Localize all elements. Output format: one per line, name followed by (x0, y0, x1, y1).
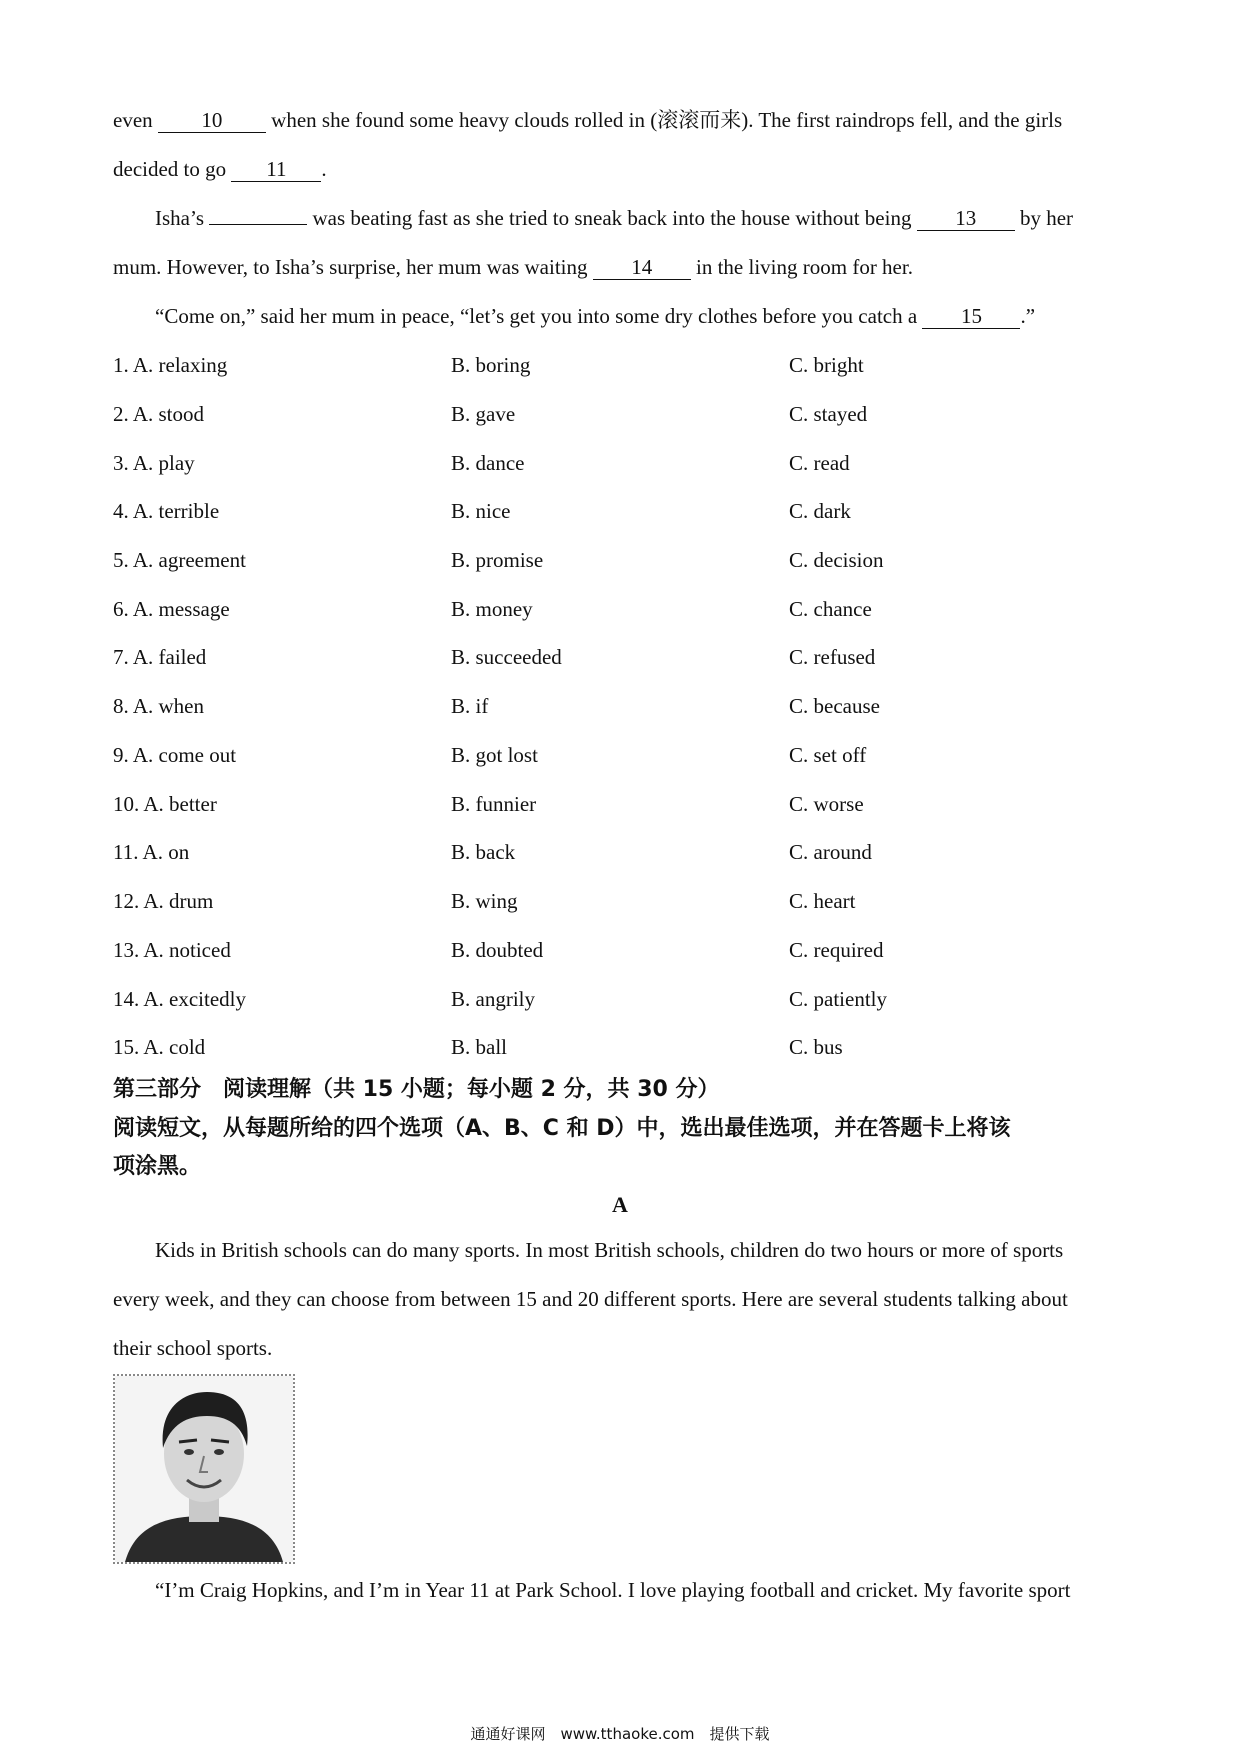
option-b: B. dance (451, 451, 525, 475)
option-c: C. worse (789, 792, 864, 816)
option-b: B. if (451, 694, 489, 718)
option-b: B. gave (451, 402, 516, 426)
option-c: C. bus (789, 1035, 843, 1059)
option-c: C. bright (789, 353, 864, 377)
blank-12 (209, 224, 307, 225)
option-a: 8. A. when (113, 694, 204, 718)
option-b: B. wing (451, 889, 518, 913)
option-row-1 (113, 351, 1143, 381)
option-c: C. refused (789, 645, 876, 669)
option-c: C. read (789, 451, 850, 475)
blank-10: 10 (158, 108, 266, 133)
option-a: 4. A. terrible (113, 499, 220, 523)
passage-line-4 (113, 253, 913, 281)
option-c: C. required (789, 938, 884, 962)
text-segment: . (321, 157, 327, 181)
option-row-6 (113, 595, 1143, 625)
option-row-12 (113, 887, 1143, 917)
option-row-5 (113, 546, 1143, 576)
option-a: 9. A. come out (113, 743, 237, 767)
option-a: 7. A. failed (113, 645, 207, 669)
section-instruction: 阅读短文，从每题所给的四个选项（A、B、C 和 D）中，选出最佳选项，并在答题卡上将该 (113, 1116, 1011, 1141)
text-segment: Isha’s (155, 206, 210, 230)
reading-paragraph-line-3: their school sports. (113, 1336, 273, 1360)
section-title: 第三部分 阅读理解（共 15 小题；每小题 2 分，共 30 分） (113, 1077, 720, 1102)
option-a: 5. A. agreement (113, 548, 246, 572)
option-a: 6. A. message (113, 597, 230, 621)
option-row-8 (113, 692, 1143, 722)
text-segment: was beating fast as she tried to sneak back into the house without being (307, 206, 917, 230)
option-row-3 (113, 449, 1143, 479)
passage-line-1 (113, 106, 1062, 134)
page-footer: 通通好课网 www.tthaoke.com 提供下载 (470, 1725, 770, 1743)
option-a: 10. A. better (113, 792, 217, 816)
option-c: C. heart (789, 889, 856, 913)
blank-11: 11 (231, 157, 321, 182)
option-a: 13. A. noticed (113, 938, 231, 962)
text-segment: when she found some heavy clouds rolled in (滚滚而来). The first raindrops fell, and the girls (265, 108, 1063, 132)
option-a: 15. A. cold (113, 1035, 206, 1059)
reading-title: A (612, 1192, 628, 1217)
student-quote: “I’m Craig Hopkins, and I’m in Year 11 at Park School. I love playing football and cricket. My favorite sport (155, 1578, 1071, 1602)
option-row-2 (113, 400, 1143, 430)
blank-13: 13 (917, 206, 1015, 231)
passage-line-3 (155, 204, 1073, 232)
option-b: B. money (451, 597, 533, 621)
option-b: B. got lost (451, 743, 538, 767)
option-c: C. dark (789, 499, 851, 523)
option-c: C. chance (789, 597, 872, 621)
blank-14: 14 (593, 255, 691, 280)
text-segment: decided to go (113, 157, 232, 181)
option-b: B. funnier (451, 792, 537, 816)
reading-paragraph-line-2: every week, and they can choose from between 15 and 20 different sports. Here are several students talking about (113, 1287, 1068, 1311)
option-row-15 (113, 1033, 1143, 1063)
blank-15: 15 (922, 304, 1020, 329)
option-row-4 (113, 497, 1143, 527)
option-a: 12. A. drum (113, 889, 214, 913)
option-b: B. succeeded (451, 645, 562, 669)
reading-paragraph-line-1: Kids in British schools can do many sports. In most British schools, children do two hours or more of sports (155, 1238, 1064, 1262)
portrait-illustration (115, 1376, 293, 1562)
option-row-9 (113, 741, 1143, 771)
option-c: C. set off (789, 743, 867, 767)
option-b: B. angrily (451, 987, 535, 1011)
text-segment: .” (1020, 304, 1036, 328)
option-b: B. back (451, 840, 516, 864)
section-instruction-cont: 项涂黑。 (113, 1154, 202, 1179)
text-segment: “Come on,” said her mum in peace, “let’s get you into some dry clothes before you catch a (155, 304, 923, 328)
option-c: C. decision (789, 548, 884, 572)
text-segment: by her (1014, 206, 1074, 230)
option-row-7 (113, 643, 1143, 673)
text-segment: even (113, 108, 158, 132)
student-photo (113, 1374, 295, 1564)
text-segment: mum. However, to Isha’s surprise, her mum was waiting (113, 255, 593, 279)
option-row-10 (113, 790, 1143, 820)
option-a: 3. A. play (113, 451, 195, 475)
option-a: 2. A. stood (113, 402, 205, 426)
option-b: B. promise (451, 548, 544, 572)
option-a: 11. A. on (113, 840, 190, 864)
option-row-14 (113, 985, 1143, 1015)
option-c: C. around (789, 840, 872, 864)
option-b: B. nice (451, 499, 511, 523)
text-segment: in the living room for her. (690, 255, 913, 279)
option-c: C. because (789, 694, 880, 718)
option-c: C. patiently (789, 987, 887, 1011)
option-c: C. stayed (789, 402, 868, 426)
option-row-13 (113, 936, 1143, 966)
option-b: B. boring (451, 353, 531, 377)
option-b: B. doubted (451, 938, 544, 962)
passage-line-2 (113, 155, 327, 183)
option-b: B. ball (451, 1035, 507, 1059)
option-a: 14. A. excitedly (113, 987, 246, 1011)
option-a: 1. A. relaxing (113, 353, 228, 377)
passage-line-5 (155, 302, 1035, 330)
option-row-11 (113, 838, 1143, 868)
